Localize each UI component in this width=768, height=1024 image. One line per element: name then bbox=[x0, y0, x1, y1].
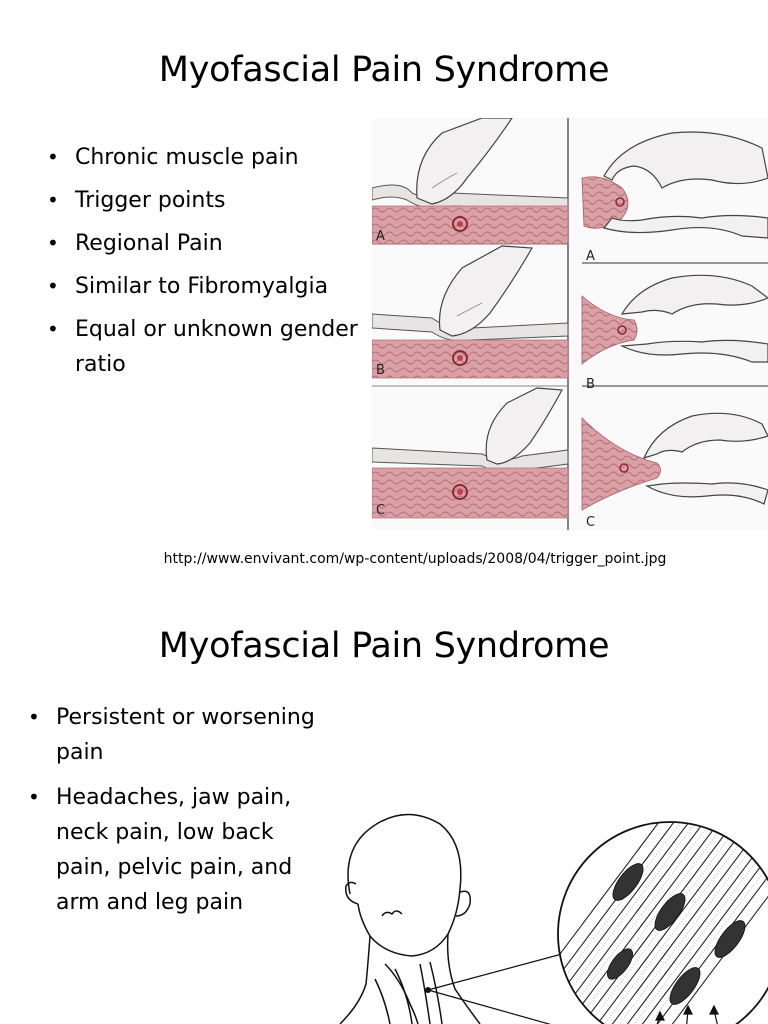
slide-title: Myofascial Pain Syndrome bbox=[158, 50, 610, 90]
neck-muscle-trigger-point-illustration bbox=[330, 804, 768, 1024]
bullet-list bbox=[25, 700, 335, 930]
magnified-muscle-fibers bbox=[485, 814, 768, 1024]
slide-2 bbox=[0, 582, 768, 1024]
bullet-list bbox=[44, 140, 364, 390]
image-source-caption: http://www.envivant.com/wp-content/uploads/2008/04/trigger_point.jpg bbox=[163, 551, 667, 567]
figure-label: B bbox=[376, 363, 385, 378]
figure-label: A bbox=[586, 249, 595, 264]
bullet-item: • Equal or unknown gender ratio bbox=[44, 312, 364, 382]
bullet-item: • Persistent or worsening pain bbox=[25, 700, 335, 770]
figure-label: C bbox=[376, 503, 386, 518]
slide-title: Myofascial Pain Syndrome bbox=[158, 626, 610, 666]
bullet-item: • Regional Pain bbox=[44, 226, 364, 261]
bullet-item: • Trigger points bbox=[44, 183, 364, 218]
bullet-item: • Similar to Fibromyalgia bbox=[44, 269, 364, 304]
bullet-item: • Chronic muscle pain bbox=[44, 140, 364, 175]
figure-label: A bbox=[376, 229, 385, 244]
figure-label: C bbox=[586, 515, 596, 530]
bullet-item: • Headaches, jaw pain, neck pain, low back pain, pelvic pain, and arm and leg pain bbox=[25, 780, 335, 920]
figure-label: B bbox=[586, 377, 595, 392]
trigger-point-illustration bbox=[372, 118, 768, 530]
head-outline bbox=[340, 814, 480, 1024]
